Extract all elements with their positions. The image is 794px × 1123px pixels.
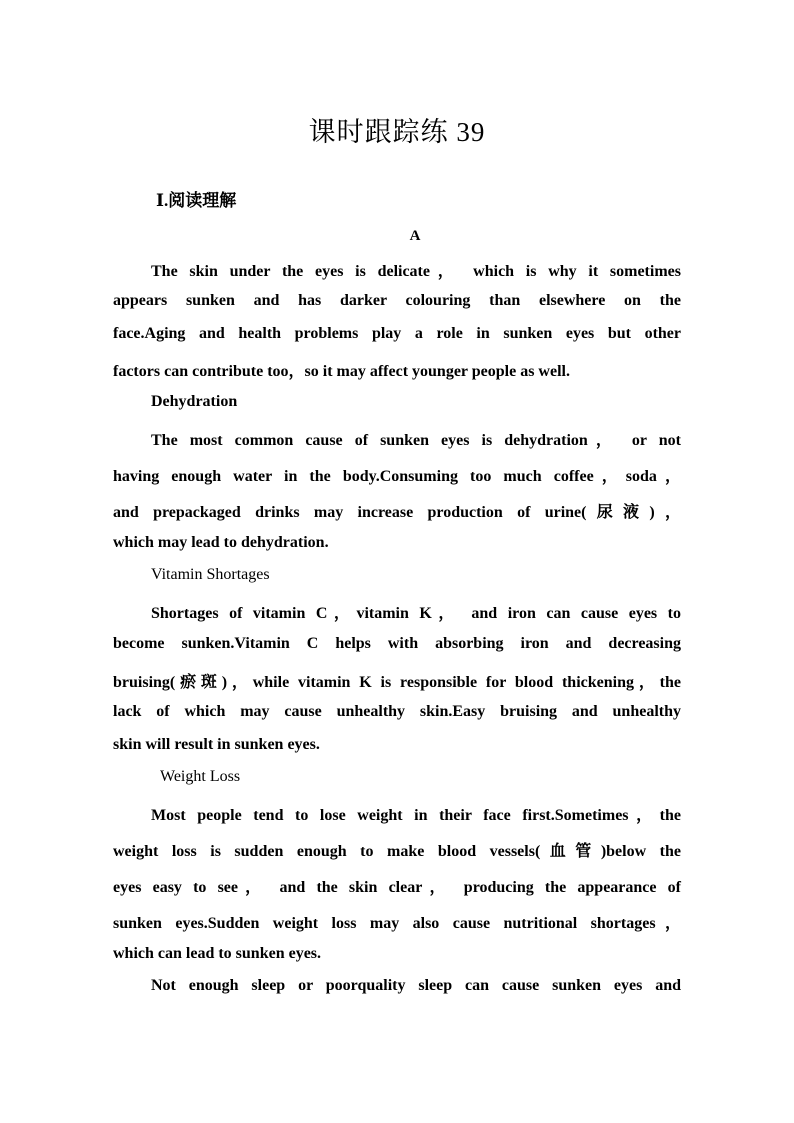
vitamin-line-1: Shortages of vitamin C，vitamin K， and iron can cause eyes to <box>151 605 681 622</box>
page-title: 课时跟踪练 39 <box>308 117 486 147</box>
sleep-line-1: Not enough sleep or poorquality sleep can cause sunken eyes and <box>151 977 681 994</box>
weight-heading: Weight Loss <box>160 768 241 785</box>
dehydration-line-1: The most common cause of sunken eyes is dehydration， or not <box>151 432 681 449</box>
intro-line-4: factors can contribute too，so it may affect younger people as well. <box>113 363 570 380</box>
vitamin-line-2: become sunken.Vitamin C helps with absorbing iron and decreasing <box>113 635 681 652</box>
intro-line-2: appears sunken and has darker colouring than elsewhere on the <box>113 292 681 309</box>
dehydration-line-4: which may lead to dehydration. <box>113 534 329 551</box>
weight-line-2: weight loss is sudden enough to make blood vessels(血管)below the <box>113 843 681 860</box>
dehydration-line-3: and prepackaged drinks may increase production of urine(尿液)， <box>113 504 681 521</box>
vitamin-line-3: bruising(瘀斑)，while vitamin K is responsible for blood thickening，the <box>113 674 681 691</box>
weight-line-5: which can lead to sunken eyes. <box>113 945 322 962</box>
section-heading: Ⅰ.阅读理解 <box>156 191 237 210</box>
weight-line-1: Most people tend to lose weight in their face first.Sometimes，the <box>151 807 681 824</box>
dehydration-line-2: having enough water in the body.Consuming too much coffee，soda， <box>113 468 681 485</box>
weight-line-4: sunken eyes.Sudden weight loss may also cause nutritional shortages， <box>113 915 681 932</box>
vitamin-line-4: lack of which may cause unhealthy skin.Easy bruising and unhealthy <box>113 703 681 720</box>
weight-line-3: eyes easy to see， and the skin clear， producing the appearance of <box>113 879 681 896</box>
vitamin-line-5: skin will result in sunken eyes. <box>113 736 320 753</box>
passage-label: A <box>409 228 421 244</box>
intro-line-1: The skin under the eyes is delicate， which is why it sometimes <box>151 263 681 280</box>
vitamin-heading: Vitamin Shortages <box>151 566 270 583</box>
intro-line-3: face.Aging and health problems play a role in sunken eyes but other <box>113 325 681 342</box>
dehydration-heading: Dehydration <box>151 393 238 410</box>
